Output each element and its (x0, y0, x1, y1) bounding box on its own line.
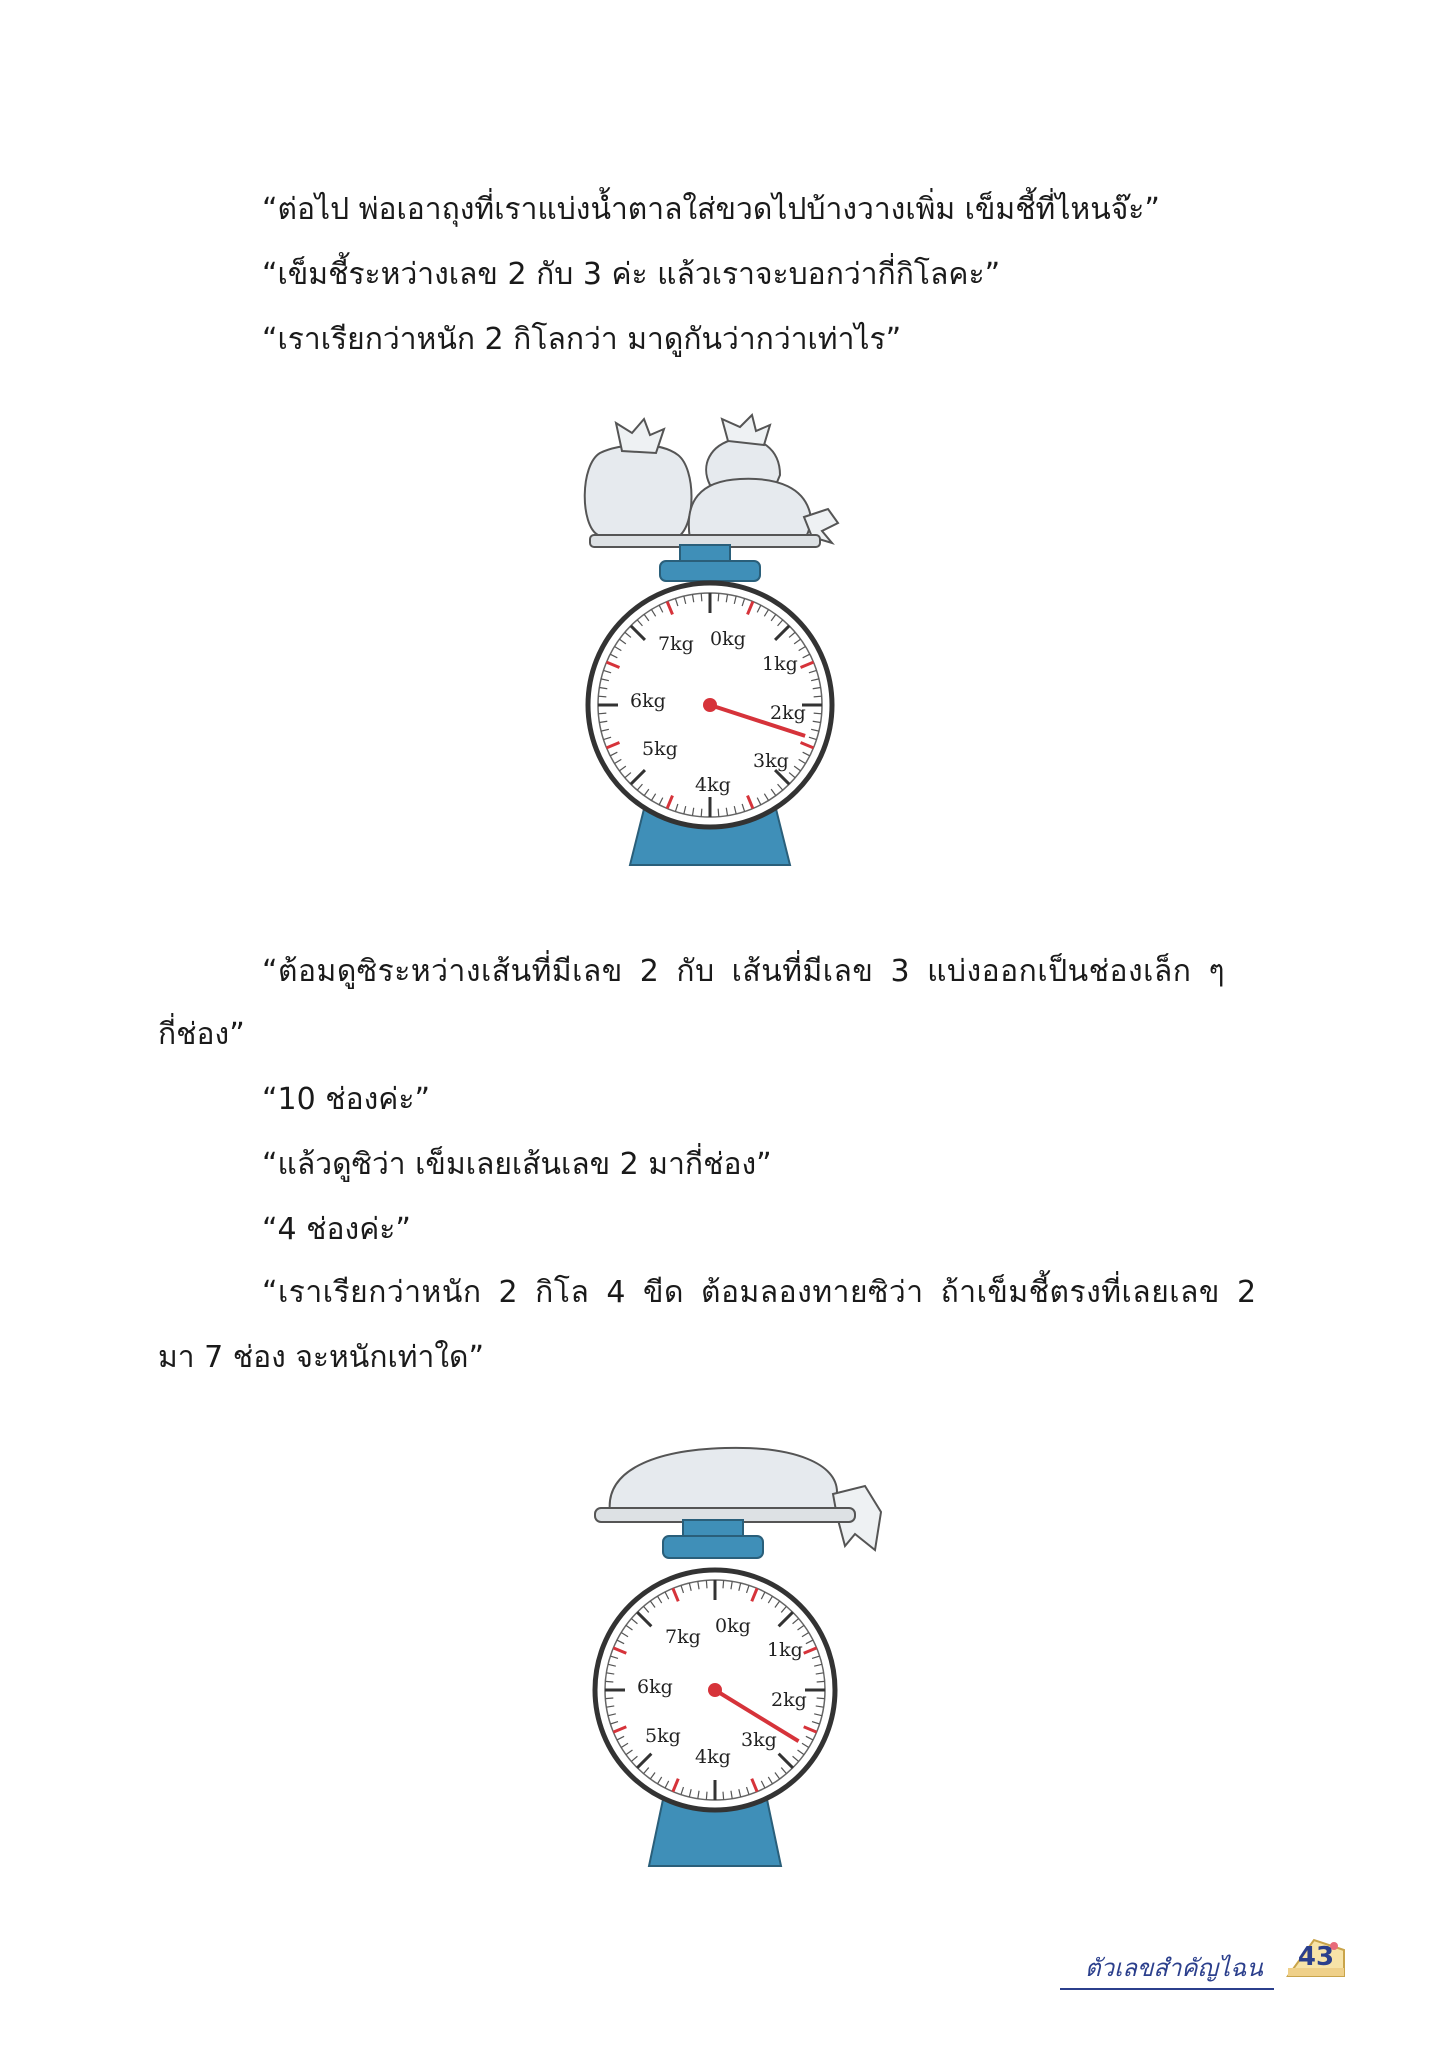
book-title: ตัวเลขสำคัญไฉน (1085, 1954, 1263, 1982)
needle-hub (708, 1683, 722, 1697)
minor-tick (701, 809, 702, 817)
dialogue-line-4a: “ต้อมดูซิระหว่างเส้นที่มีเลข 2 กับ เส้นที่มีเลข 3 แบ่งออกเป็นช่องเล็ก ๆ (262, 954, 1226, 989)
dialogue-line-8b: มา 7 ช่อง จะหนักเท่าใด” (158, 1340, 485, 1375)
needle-hub (703, 698, 717, 712)
scale-illustration-bottom (575, 1430, 915, 1880)
dialogue-line-2: “เข็มชี้ระหว่างเลข 2 กับ 3 ค่ะ แล้วเราจะบอกว่ากี่กิโลคะ” (262, 257, 1001, 292)
dialogue-line-6: “แล้วดูซิว่า เข็มเลยเส้นเลข 2 มากี่ช่อง” (262, 1147, 772, 1182)
dialogue-line-3: “เราเรียกว่าหนัก 2 กิโลกว่า มาดูกันว่ากว่าเท่าไร” (262, 322, 902, 357)
minor-tick (605, 1698, 613, 1699)
minor-tick (723, 1792, 724, 1800)
dialogue-line-4b: กี่ช่อง” (158, 1017, 245, 1052)
dial-label-1kg: 1kg (762, 653, 798, 675)
dial-label-3kg: 3kg (741, 1729, 777, 1751)
dial-label-1kg: 1kg (767, 1639, 803, 1661)
dial-label-4kg: 4kg (695, 1746, 731, 1768)
dialogue-line-8a: “เราเรียกว่าหนัก 2 กิโล 4 ขีด ต้อมลองทายซิว่า ถ้าเข็มชี้ตรงที่เลยเลข 2 (262, 1275, 1257, 1310)
minor-tick (718, 809, 719, 817)
minor-tick (817, 1681, 825, 1682)
minor-tick (723, 1580, 724, 1588)
minor-tick (598, 696, 606, 697)
minor-tick (817, 1698, 825, 1699)
dial-label-7kg: 7kg (658, 633, 694, 655)
minor-tick (718, 593, 719, 601)
dial-label-3kg: 3kg (753, 750, 789, 772)
minor-tick (706, 1580, 707, 1588)
dial-label-6kg: 6kg (637, 1676, 673, 1698)
dialogue-line-1: “ต่อไป พ่อเอาถุงที่เราแบ่งน้ำตาลใส่ขวดไปบ้างวางเพิ่ม เข็มชี้ที่ไหนจ๊ะ” (262, 192, 1160, 227)
minor-tick (814, 713, 822, 714)
dialogue-line-5: “10 ช่องค่ะ” (262, 1082, 431, 1117)
dial-label-7kg: 7kg (665, 1626, 701, 1648)
dial-label-2kg: 2kg (771, 1689, 807, 1711)
dial-label-0kg: 0kg (710, 628, 746, 650)
dial-label-6kg: 6kg (630, 690, 666, 712)
page-number: 43 (1297, 1942, 1335, 1972)
flour-bag (610, 1448, 881, 1550)
minor-tick (701, 593, 702, 601)
dial-label-5kg: 5kg (645, 1725, 681, 1747)
dial-label-4kg: 4kg (695, 774, 731, 796)
dial-label-5kg: 5kg (642, 738, 678, 760)
dial-label-0kg: 0kg (715, 1615, 751, 1637)
dialogue-line-7: “4 ช่องค่ะ” (262, 1212, 411, 1247)
minor-tick (814, 696, 822, 697)
footer-rule (1060, 1988, 1274, 1990)
minor-tick (598, 713, 606, 714)
minor-tick (706, 1792, 707, 1800)
minor-tick (605, 1681, 613, 1682)
dial-label-2kg: 2kg (770, 702, 806, 724)
scale-illustration-top (560, 405, 860, 885)
sugar-bags (585, 415, 838, 543)
